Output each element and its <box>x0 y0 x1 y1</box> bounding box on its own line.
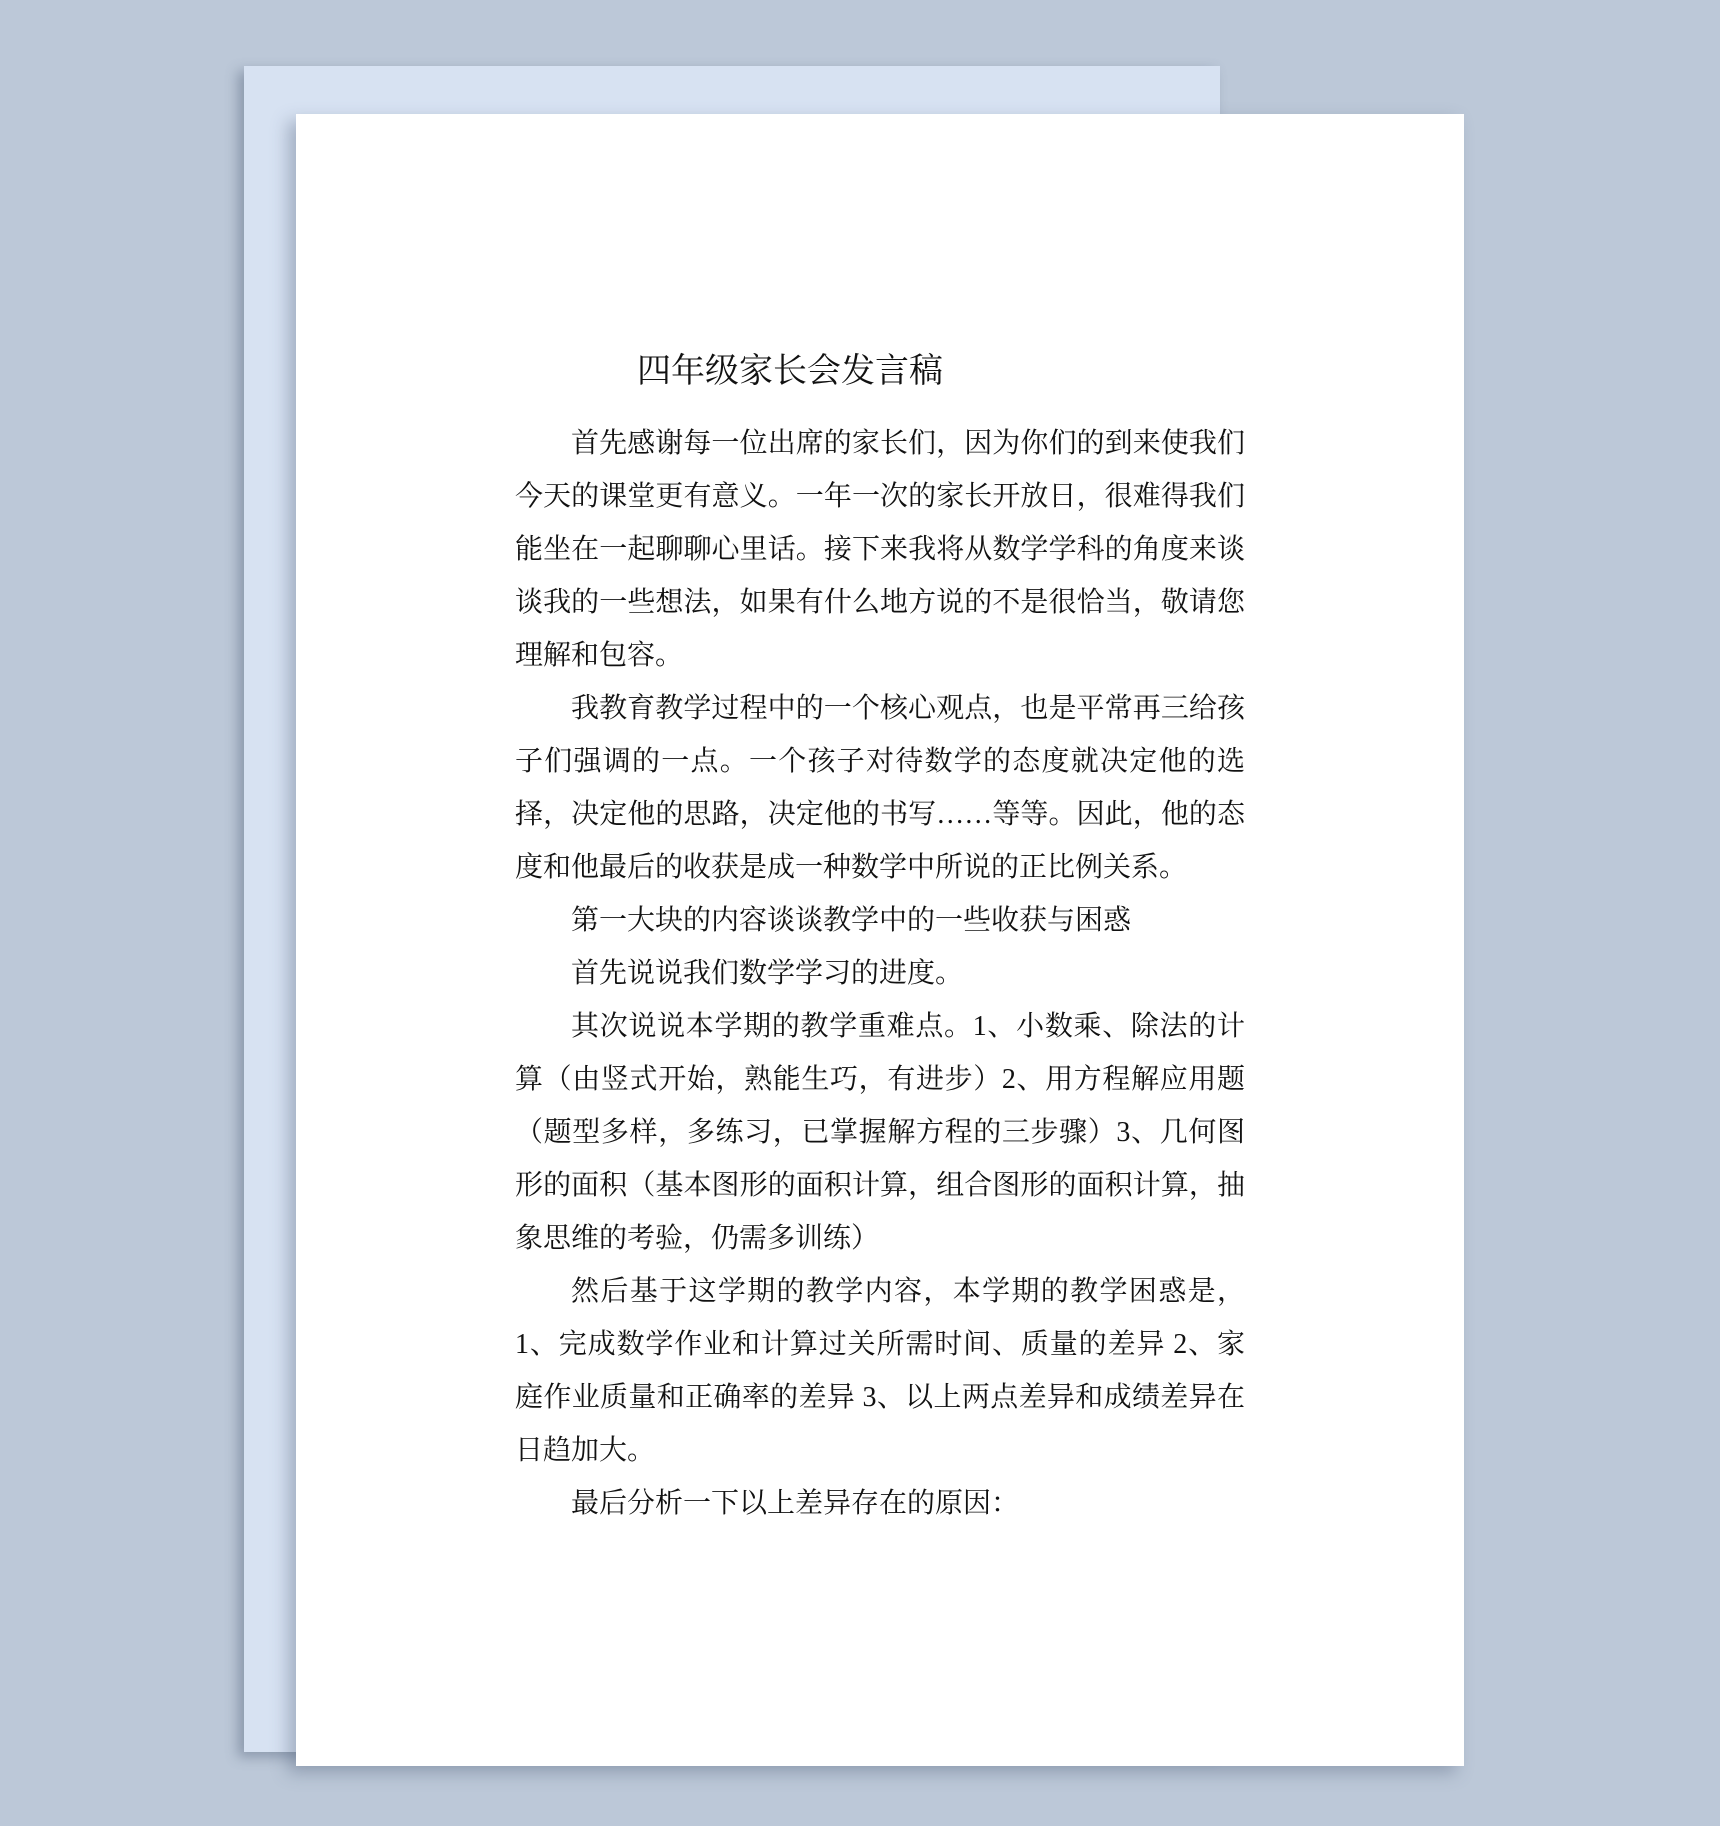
paragraph-key-points: 其次说说本学期的教学重难点。1、小数乘、除法的计算（由竖式开始，熟能生巧，有进步）2、用方程解应用题（题型多样，多练习，已掌握解方程的三步骤）3、几何图形的面积（基本图形的面积计算，组合图形的面积计算，抽象思维的考验，仍需多训练） <box>515 1011 1245 1254</box>
paragraph-section-one: 第一大块的内容谈谈教学中的一些收获与困惑 <box>571 905 1132 936</box>
document-title: 四年级家长会发言稿 <box>637 353 943 390</box>
document-page <box>296 114 1464 1766</box>
paragraph-intro: 首先感谢每一位出席的家长们，因为你们的到来使我们今天的课堂更有意义。一年一次的家长开放日，很难得我们能坐在一起聊聊心里话。接下来我将从数学学科的角度来谈谈我的一些想法，如果有什么地方说的不是很恰当，敬请您理解和包容。 <box>515 428 1245 671</box>
document-content <box>515 114 1245 1530</box>
paragraph-difficulties: 然后基于这学期的教学内容，本学期的教学困惑是，1、完成数学作业和计算过关所需时间、质量的差异 2、家庭作业质量和正确率的差异 3、以上两点差异和成绩差异在日趋加大。 <box>515 1276 1245 1466</box>
paragraph-analysis: 最后分析一下以上差异存在的原因： <box>571 1488 1020 1519</box>
document-body <box>515 417 1245 1530</box>
paragraph-core-view: 我教育教学过程中的一个核心观点，也是平常再三给孩子们强调的一点。一个孩子对待数学的态度就决定他的选择，决定他的思路，决定他的书写……等等。因此，他的态度和他最后的收获是成一种数学中所说的正比例关系。 <box>515 693 1245 883</box>
paragraph-progress: 首先说说我们数学学习的进度。 <box>571 958 964 989</box>
